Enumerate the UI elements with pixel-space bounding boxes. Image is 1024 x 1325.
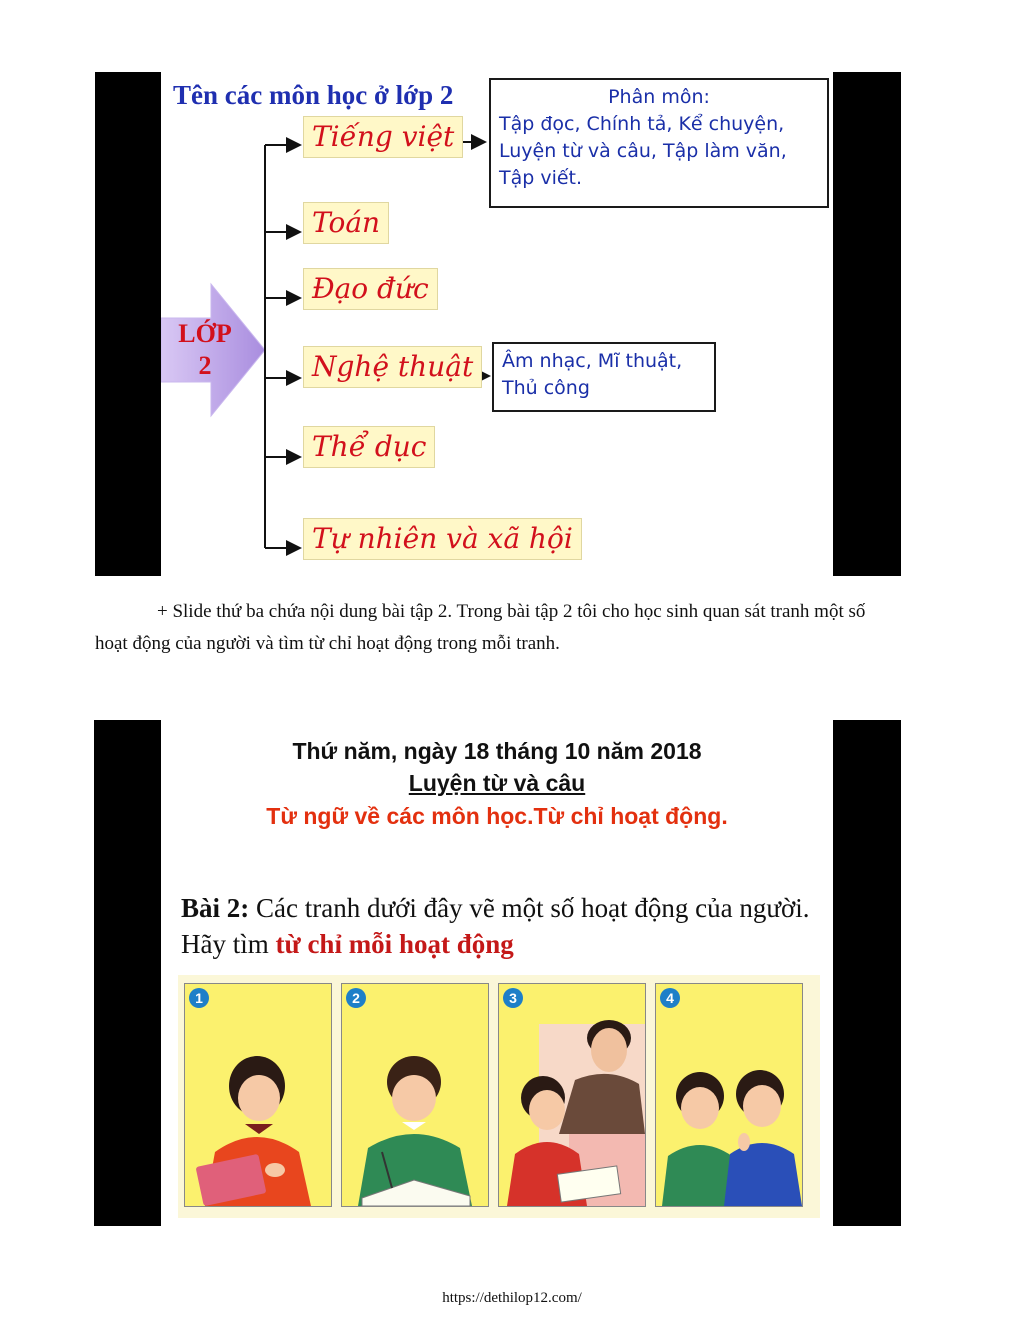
literature-subsubjects-box [489, 78, 829, 208]
panel-number-badge: 1 [189, 988, 209, 1008]
illustration-panel-3 [498, 983, 646, 1207]
box-line: Thủ công [502, 377, 590, 399]
box-heading: Phân môn: [608, 86, 710, 108]
slide-title: Tên các môn học ở lớp 2 [173, 80, 454, 110]
subject-tieng-viet: Tiếng việt [303, 116, 463, 158]
slide-lesson-title: Luyện từ và câu [408, 770, 586, 796]
subject-tu-nhien-xa-hoi: Tự nhiên và xã hội [303, 518, 582, 560]
panel-number-badge: 2 [346, 988, 366, 1008]
illustration-panels [178, 975, 820, 1218]
slide-exercise [94, 720, 901, 1226]
subject-dao-duc: Đạo đức [303, 268, 438, 310]
illustration-panel-1 [184, 983, 332, 1207]
children-talking-illustration [656, 984, 802, 1206]
exercise-label: Bài 2: [181, 893, 250, 923]
slide-exercise-content [161, 720, 833, 1226]
body-paragraph [95, 596, 901, 660]
grade-label [169, 318, 241, 382]
slide-date: Thứ năm, ngày 18 tháng 10 năm 2018 [292, 738, 702, 764]
box-line: Tập đọc, Chính tả, Kể chuyện, [499, 113, 785, 135]
boy-writing-illustration [342, 984, 488, 1206]
exercise-prompt [181, 890, 821, 962]
slide-subjects-content [161, 72, 833, 576]
subject-nghe-thuat: Nghệ thuật [303, 346, 482, 388]
subject-the-duc: Thể dục [303, 426, 435, 468]
paragraph-text: + Slide thứ ba chứa nội dung bài tập 2. Trong bài tập 2 tôi cho học sinh quan sát tranh một số hoạt động của người và tìm từ chỉ hoạt động trong mỗi tranh. [95, 601, 866, 654]
parent-child-illustration [499, 984, 645, 1206]
illustration-panel-4 [655, 983, 803, 1207]
panel-number-badge: 3 [503, 988, 523, 1008]
exercise-text: Các tranh dưới đây vẽ một số hoạt động của người. Hãy tìm [181, 893, 810, 959]
girl-reading-illustration [185, 984, 331, 1206]
subject-toan: Toán [303, 202, 389, 244]
art-subsubjects-box [492, 342, 716, 412]
box-line: Âm nhạc, Mĩ thuật, [502, 350, 683, 372]
illustration-panel-2 [341, 983, 489, 1207]
slide-subjects-diagram [95, 72, 901, 576]
footer-url[interactable]: https://dethilop12.com/ [442, 1290, 582, 1306]
slide-topic: Từ ngữ về các môn học.Từ chỉ hoạt động. [266, 803, 728, 829]
box-line: Luyện từ và câu, Tập làm văn, [499, 140, 787, 162]
grade-label-line2: 2 [198, 351, 212, 380]
grade-label-line1: LỚP [178, 319, 232, 348]
exercise-highlight: từ chỉ mỗi hoạt động [275, 929, 514, 959]
panel-number-badge: 4 [660, 988, 680, 1008]
box-line: Tập viết. [499, 167, 583, 189]
